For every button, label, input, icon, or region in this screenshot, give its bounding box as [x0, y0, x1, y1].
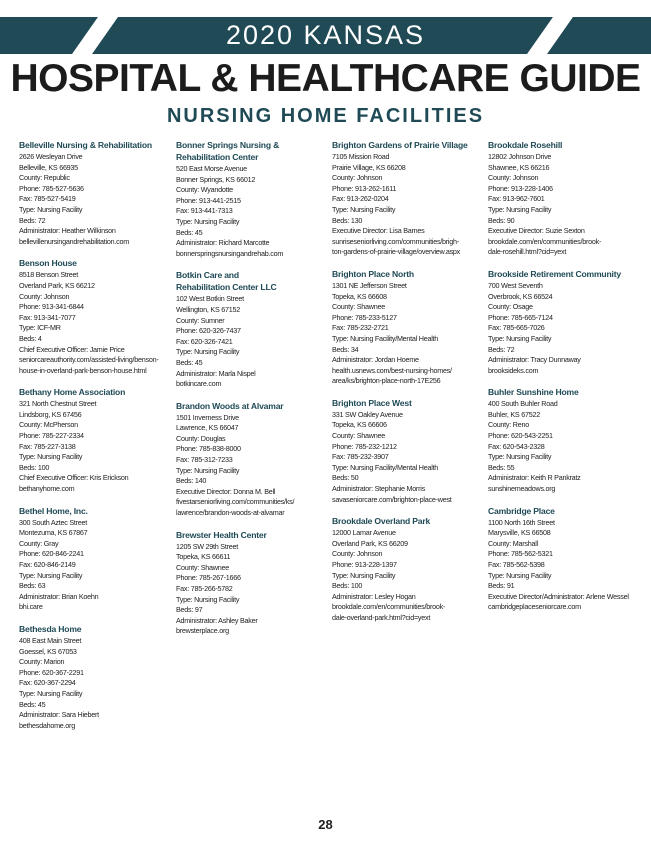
facility-detail: Type: ICF-MR [19, 323, 61, 333]
facility-detail: County: Wyandotte [176, 185, 233, 195]
facility-detail: Fax: 620-367-2294 [19, 678, 76, 688]
facility-entry [176, 140, 331, 259]
facility-detail: Type: Nursing Facility [176, 594, 240, 604]
facility-name: Cambridge Place [488, 505, 555, 516]
facility-detail: Executive Director: Suzie Sexton [488, 226, 585, 236]
facility-detail: Overland Park, KS 66212 [19, 280, 95, 290]
facility-detail: 1501 Inverness Drive [176, 412, 239, 422]
facility-detail: Marysville, KS 66508 [488, 528, 551, 538]
facility-detail: Beds: 91 [488, 581, 515, 591]
facility-detail: Type: Nursing Facility [19, 204, 83, 214]
facility-detail: County: Marshall [488, 538, 538, 548]
facility-detail: Topeka, KS 66611 [176, 552, 231, 562]
facility-entry [332, 140, 487, 258]
facility-detail: Type: Nursing Facility/Mental Health [332, 333, 439, 343]
facility-detail: Phone: 913-228-1406 [488, 183, 553, 193]
facility-name: Brewster Health Center [176, 529, 267, 540]
facility-detail: Fax: 785-232-2721 [332, 323, 389, 333]
facility-detail: Beds: 50 [332, 473, 359, 483]
facility-detail: Goessel, KS 67053 [19, 646, 77, 656]
facility-detail: County: Republic [19, 173, 70, 183]
facility-detail: Phone: 785-227-2334 [19, 431, 84, 441]
page-number: 28 [318, 817, 333, 832]
facility-detail: County: Shawnee [332, 431, 385, 441]
facility-detail: brooksideks.com [488, 365, 539, 375]
facility-detail: Executive Director: Donna M. Bell [176, 486, 276, 496]
facility-detail: Fax: 785-665-7026 [488, 323, 545, 333]
facility-detail: lawrence/brandon-woods-at-alvamar [176, 508, 285, 518]
facility-detail: Administrator: Keith R Pankratz [488, 473, 581, 483]
facility-detail: Type: Nursing Facility/Mental Health [332, 462, 439, 472]
facility-detail: County: Johnson [332, 173, 383, 183]
facility-entry [19, 387, 174, 494]
facility-detail: Phone: 620-326-7437 [176, 326, 241, 336]
facility-detail: Type: Nursing Facility [488, 452, 552, 462]
facility-detail: Beds: 100 [19, 462, 50, 472]
facility-detail: Administrator: Jordan Hoeme [332, 355, 419, 365]
facility-entry [488, 269, 643, 376]
facility-detail: Beds: 45 [176, 357, 203, 367]
facility-detail: 700 West Seventh [488, 280, 543, 290]
facility-detail: 400 South Buhler Road [488, 399, 558, 409]
facility-name: Bonner Springs Nursing & [176, 140, 280, 150]
facility-detail: dale-overland-park.html?cid=yext [332, 612, 431, 622]
facility-detail: Phone: 913-341-6844 [19, 302, 84, 312]
facility-detail: Type: Nursing Facility [488, 570, 552, 580]
facility-name: Brookdale Rosehill [488, 140, 563, 150]
facility-detail: County: Johnson [332, 549, 383, 559]
facility-detail: Administrator: Lesley Hogan [332, 591, 416, 601]
facility-detail: Phone: 913-441-2515 [176, 195, 241, 205]
main-title: HOSPITAL & HEALTHCARE GUIDE [10, 57, 641, 100]
facility-detail: Phone: 785-665-7124 [488, 312, 553, 322]
facility-detail: Type: Nursing Facility [176, 347, 240, 357]
facility-detail: Topeka, KS 66608 [332, 291, 387, 301]
facility-detail: County: Shawnee [332, 302, 385, 312]
facility-name: Rehabilitation Center [176, 152, 259, 162]
banner-title: 2020 KANSAS [225, 20, 426, 50]
facility-name: Brookdale Overland Park [332, 516, 431, 527]
facility-detail: Administrator: Richard Marcotte [176, 238, 270, 248]
facility-detail: Phone: 785-527-5636 [19, 183, 84, 193]
facility-detail: Beds: 72 [19, 215, 46, 225]
facility-detail: Administrator: Ashley Baker [176, 615, 258, 625]
column-4 [488, 140, 643, 624]
facility-detail: health.usnews.com/best-nursing-homes/ [332, 365, 452, 375]
facility-detail: savaseniorcare.com/brighton-place-west [332, 494, 452, 504]
facility-detail: Administrator: Tracy Dunnaway [488, 355, 581, 365]
facility-detail: fivestarseniorliving.com/communities/ks/ [176, 497, 295, 507]
facility-detail: Phone: 913-228-1397 [332, 560, 397, 569]
facility-detail: Belleville, KS 66935 [19, 162, 78, 172]
facility-detail: County: Shawnee [176, 562, 229, 572]
facility-detail: Lawrence, KS 66047 [176, 423, 239, 433]
facility-entry [19, 258, 174, 376]
facility-detail: Type: Nursing Facility [488, 204, 552, 214]
facility-name: Botkin Care and [176, 270, 239, 281]
facility-detail: Type: Nursing Facility [332, 570, 396, 580]
facility-detail: Chief Executive Officer: Kris Erickson [19, 473, 129, 483]
facility-detail: Fax: 913-262-0204 [332, 194, 389, 204]
facility-detail: Phone: 785-267-1666 [176, 573, 241, 583]
column-2 [176, 140, 331, 648]
facility-detail: 12000 Lamar Avenue [332, 528, 396, 538]
facility-name: Brighton Place North [332, 268, 414, 279]
facility-detail: Administrator: Brian Koehn [19, 591, 99, 601]
facility-detail: Prairie Village, KS 66208 [332, 162, 406, 172]
facility-detail: sunriseseniorliving.com/communities/brigh- [332, 236, 459, 246]
facility-detail: Type: Nursing Facility [176, 216, 240, 226]
facility-detail: Buhler, KS 67522 [488, 409, 540, 419]
facility-detail: Administrator: Heather Wilkinson [19, 226, 116, 236]
facility-detail: Beds: 140 [176, 476, 207, 486]
facility-entry [332, 516, 487, 623]
facility-entry [332, 398, 487, 505]
facility-detail: Phone: 620-367-2291 [19, 667, 84, 677]
facility-detail: bellevillenursingandrehabilitation.com [19, 236, 129, 246]
facility-name: Brighton Gardens of Prairie Village [332, 140, 468, 150]
facility-detail: Bonner Springs, KS 66012 [176, 174, 256, 184]
facility-detail: Beds: 4 [19, 333, 42, 343]
facility-detail: Type: Nursing Facility [176, 465, 240, 475]
facility-detail: seniorcareauthority.com/assisted-living/benson- [19, 355, 159, 365]
facility-detail: County: Douglas [176, 433, 226, 443]
facility-detail: Executive Director/Administrator: Arlene Wessel [488, 591, 629, 601]
facility-name: Brighton Place West [332, 397, 412, 408]
facility-entry [332, 269, 487, 387]
facility-name: Bethesda Home [19, 623, 82, 634]
facility-name: Brandon Woods at Alvamar [176, 400, 284, 411]
facility-entry [488, 506, 643, 613]
facility-detail: Phone: 620-543-2251 [488, 431, 553, 441]
facility-entry [488, 387, 643, 494]
facility-entry [19, 140, 174, 247]
facility-detail: bonnerspringsnursingandrehab.com [176, 248, 284, 258]
facility-detail: 12802 Johnson Drive [488, 152, 552, 161]
facility-detail: Fax: 785-232-3907 [332, 452, 389, 462]
facility-detail: Phone: 913-262-1611 [332, 183, 397, 193]
facility-detail: Phone: 785-838-8000 [176, 444, 241, 454]
facility-entry [176, 530, 331, 637]
facility-detail: Fax: 620-543-2328 [488, 441, 545, 451]
facility-detail: Fax: 913-962-7601 [488, 194, 545, 204]
facility-entry [176, 270, 331, 389]
facility-detail: 1205 SW 29th Street [176, 541, 238, 551]
facility-detail: Fax: 913-341-7077 [19, 312, 76, 322]
facility-detail: Type: Nursing Facility [19, 452, 83, 462]
facility-detail: brookdale.com/en/communities/brook- [332, 602, 446, 612]
facility-detail: County: Johnson [488, 173, 539, 183]
facility-detail: Topeka, KS 66606 [332, 420, 387, 430]
facility-detail: bethesdahome.org [19, 720, 75, 730]
facility-detail: 300 South Aztec Street [19, 517, 88, 527]
facility-detail: Phone: 785-232-1212 [332, 441, 397, 451]
facility-detail: Beds: 97 [176, 605, 203, 615]
facility-detail: Overland Park, KS 66209 [332, 538, 408, 548]
facility-detail: Phone: 620-846-2241 [19, 549, 84, 559]
facility-detail: Beds: 55 [488, 462, 515, 472]
facility-entry [176, 401, 331, 519]
facility-detail: Type: Nursing Facility [19, 570, 83, 580]
facility-detail: 7105 Mission Road [332, 152, 390, 161]
facility-entry [19, 506, 174, 613]
facility-name: Bethany Home Association [19, 387, 126, 398]
column-1 [19, 140, 174, 742]
facility-detail: Fax: 785-266-5782 [176, 584, 233, 593]
facility-detail: Administrator: Marla Nispel [176, 368, 256, 378]
facility-detail: Fax: 620-846-2149 [19, 560, 76, 569]
facility-detail: County: Reno [488, 420, 529, 430]
facility-detail: 408 East Main Street [19, 635, 82, 645]
facility-name: Bethel Home, Inc. [19, 505, 88, 516]
facility-detail: Beds: 130 [332, 215, 363, 225]
facility-detail: Fax: 785-562-5398 [488, 560, 545, 569]
facility-detail: Beds: 90 [488, 215, 515, 225]
facility-detail: dale-rosehill.html?cid=yext [488, 247, 567, 257]
section-subtitle: NURSING HOME FACILITIES [166, 105, 485, 127]
facility-detail: Beds: 72 [488, 344, 515, 354]
facility-detail: Beds: 45 [19, 699, 46, 709]
column-3 [332, 140, 487, 635]
facility-detail: Fax: 785-312-7233 [176, 455, 233, 465]
facility-name: Belleville Nursing & Rehabilitation [19, 140, 152, 150]
facility-detail: botkincare.com [176, 379, 222, 389]
facility-name: Rehabilitation Center LLC [176, 282, 277, 293]
facility-detail: Shawnee, KS 66216 [488, 162, 550, 172]
facility-detail: 1100 North 16th Street [488, 517, 555, 527]
facility-detail: 331 SW Oakley Avenue [332, 409, 403, 419]
facility-detail: County: Johnson [19, 291, 70, 301]
facility-detail: Administrator: Stephanie Morris [332, 484, 425, 494]
facility-detail: area/ks/brighton-place-north-17E256 [332, 376, 441, 386]
facility-detail: Fax: 785-527-5419 [19, 194, 76, 204]
facility-detail: Lindsborg, KS 67456 [19, 409, 82, 419]
facility-detail: sunshinemeadows.org [488, 484, 556, 494]
facility-detail: cambridgeplaceseniorcare.com [488, 602, 581, 612]
facility-detail: Montezuma, KS 67867 [19, 528, 88, 538]
facility-detail: Fax: 620-326-7421 [176, 336, 233, 346]
facility-detail: Phone: 785-562-5321 [488, 549, 553, 559]
facility-detail: Beds: 45 [176, 227, 203, 237]
facility-detail: 102 West Botkin Street [176, 294, 244, 304]
facility-detail: County: Marion [19, 657, 65, 667]
facility-detail: Type: Nursing Facility [332, 204, 396, 214]
facility-name: Brookside Retirement Community [488, 268, 621, 279]
facility-detail: Beds: 63 [19, 581, 46, 591]
facility-detail: bethanyhome.com [19, 484, 75, 494]
facility-detail: Phone: 785-233-5127 [332, 312, 397, 322]
facility-detail: Wellington, KS 67152 [176, 304, 240, 314]
facility-detail: Fax: 913-441-7313 [176, 206, 233, 216]
facility-detail: house-in-overland-park-benson-house.html [19, 365, 147, 375]
facility-detail: 2626 Wesleyan Drive [19, 152, 83, 161]
facility-detail: Overbrook, KS 66524 [488, 291, 553, 301]
facility-detail: County: Sumner [176, 315, 225, 325]
facility-detail: County: McPherson [19, 420, 78, 430]
facility-detail: 520 East Morse Avenue [176, 164, 247, 173]
facility-detail: Beds: 100 [332, 581, 363, 591]
facility-detail: ton-gardens-of-prairie-village/overview.aspx [332, 247, 461, 257]
facility-detail: 8518 Benson Street [19, 270, 79, 280]
facility-detail: Type: Nursing Facility [488, 333, 552, 343]
facility-detail: Administrator: Sara Hiebert [19, 710, 99, 720]
facility-entry [19, 624, 174, 731]
facility-detail: 1301 NE Jefferson Street [332, 280, 407, 290]
facility-detail: Fax: 785-227-3138 [19, 441, 76, 451]
facility-detail: County: Gray [19, 538, 59, 548]
facility-detail: brookdale.com/en/communities/brook- [488, 236, 602, 246]
facility-name: Benson House [19, 258, 77, 269]
facility-detail: County: Osage [488, 302, 533, 312]
facility-detail: Executive Director: Lisa Barnes [332, 226, 425, 236]
facility-detail: brewsterplace.org [176, 626, 229, 636]
facility-name: Buhler Sunshine Home [488, 387, 579, 398]
facility-detail: Type: Nursing Facility [19, 688, 83, 698]
facility-detail: Chief Executive Officer: Jamie Price [19, 344, 125, 354]
facility-entry [488, 140, 643, 258]
facility-detail: Beds: 34 [332, 344, 359, 354]
facility-detail: 321 North Chestnut Street [19, 399, 97, 409]
facility-detail: bhi.care [19, 602, 43, 612]
